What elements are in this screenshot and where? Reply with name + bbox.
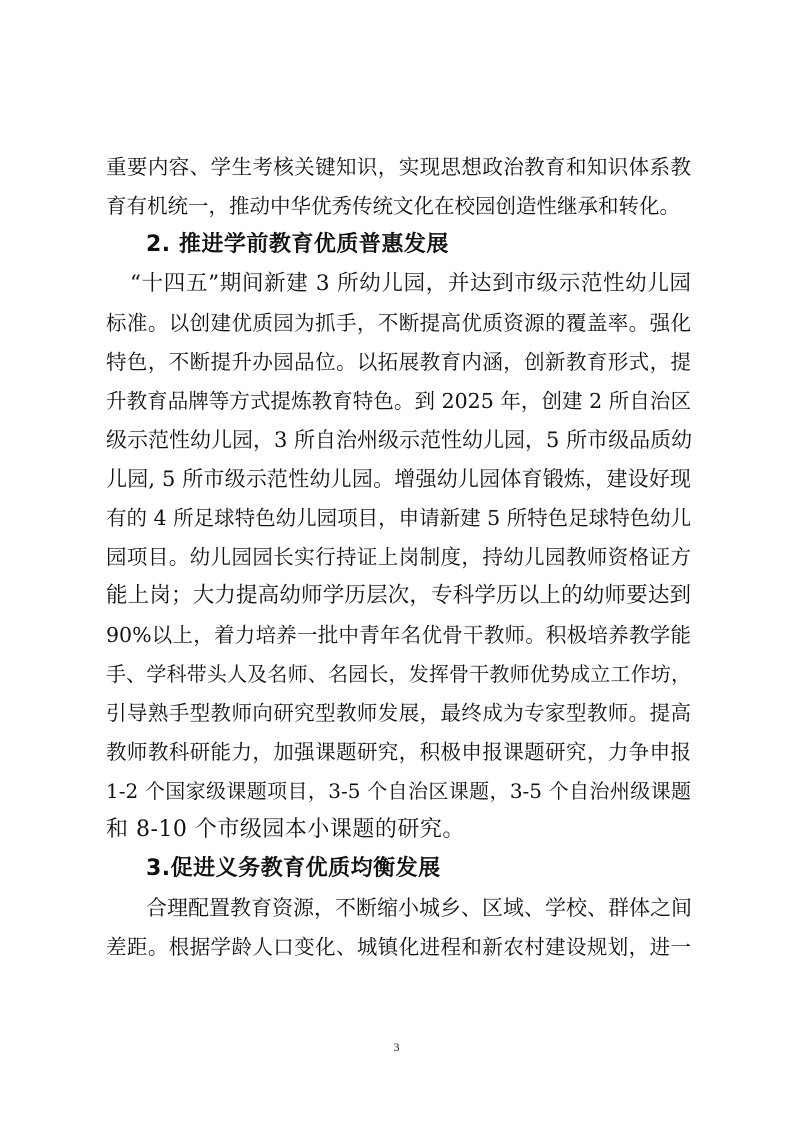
- text-line: 引导熟手型教师向研究型教师发展，最终成为专家型教师。提高: [106, 701, 691, 725]
- text-line: 级示范性幼儿园，3 所自治州级示范性幼儿园，5 所市级品质幼: [106, 428, 693, 452]
- page-number: 3: [393, 1040, 400, 1054]
- text-line: 标准。以创建优质园为抓手，不断提高优质资源的覆盖率。强化: [106, 311, 691, 335]
- section-heading: 3.促进义务教育优质均衡发展: [146, 856, 441, 881]
- text-line: 教师教科研能力，加强课题研究，积极申报课题研究，力争申报: [106, 740, 691, 764]
- text-line: 特色，不断提升办园品位。以拓展教育内涵，创新教育形式，提: [106, 350, 691, 374]
- text-line: “十四五”期间新建 3 所幼儿园，并达到市级示范性幼儿园: [130, 271, 691, 296]
- text-line: 有的 4 所足球特色幼儿园项目，申请新建 5 所特色足球特色幼儿: [106, 506, 692, 530]
- text-line: 90%以上，着力培养一批中青年名优骨干教师。积极培养教学能: [106, 623, 691, 647]
- text-line: 合理配置教育资源，不断缩小城乡、区域、学校、群体之间: [146, 896, 692, 920]
- text-line: 差距。根据学龄人口变化、城镇化进程和新农村建设规划，进一: [106, 935, 691, 959]
- text-line: 升教育品牌等方式提炼教育特色。到 2025 年，创建 2 所自治区: [106, 389, 691, 413]
- text-line: 手、学科带头人及名师、名园长，发挥骨干教师优势成立工作坊，: [106, 662, 691, 686]
- text-line: 育有机统一，推动中华优秀传统文化在校园创造性继承和转化。: [106, 194, 680, 218]
- text-line: 能上岗；大力提高幼师学历层次，专科学历以上的幼师要达到: [106, 583, 691, 608]
- text-line: 园项目。幼儿园园长实行持证上岗制度，持幼儿园教师资格证方: [106, 545, 691, 569]
- text-line: 儿园, 5 所市级示范性幼儿园。增强幼儿园体育锻炼，建设好现: [106, 467, 691, 491]
- section-heading: 2. 推进学前教育优质普惠发展: [146, 232, 449, 257]
- text-line: 和 8-10 个市级园本小课题的研究。: [106, 817, 465, 842]
- text-line: 重要内容、学生考核关键知识，实现思想政治教育和知识体系教: [106, 155, 691, 179]
- text-line: 1-2 个国家级课题项目，3-5 个自治区课题，3-5 个自治州级课题: [106, 779, 691, 803]
